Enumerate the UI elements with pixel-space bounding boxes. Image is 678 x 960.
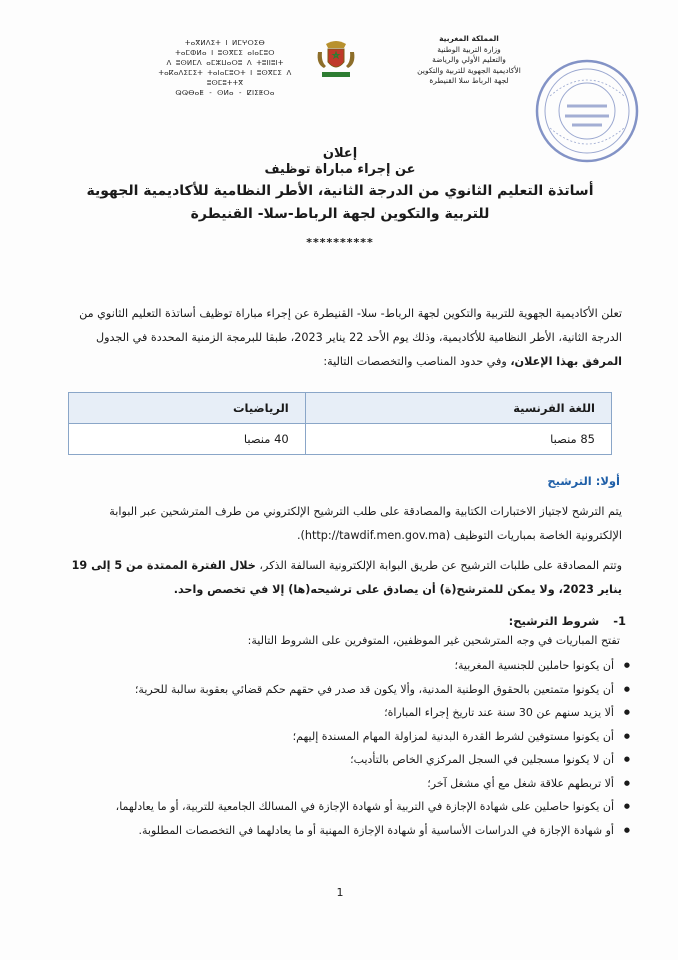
- list-item: ● ألا تربطهم علاقة شغل مع أي مشغل آخر؛: [56, 772, 614, 796]
- validation-bold: خلال الفترة الممتدة من 5 إلى 19 يناير 2023، ولا يمكن للمترشح(ة) أن يصادق على ترشيحه(ها) إلا في تخصص واحد.: [71, 559, 622, 596]
- intro-bold: المرفق بهذا الإعلان،: [510, 355, 622, 368]
- header-line: وزارة التربية الوطنية: [437, 44, 501, 54]
- table-header-row: [69, 393, 612, 424]
- coat-of-arms-icon: [314, 38, 358, 82]
- ministry-header-tifinagh: [150, 38, 300, 98]
- application-paragraph: يتم الترشح لاجتياز الاختبارات الكتابية والمصادقة على طلب الترشيح الإلكتروني من طرف المترشحين عبر البوابة الإلكترونية الخاصة بمباريات التوظيف (http://tawdif.men.gov.ma).: [109, 505, 622, 542]
- section-title: أولا: الترشيح: [547, 474, 620, 488]
- header-line: ⵜⴰⴽⴰⴷⵉⵎⵉⵜ ⵜⴰⵏⴰⵎⵓⵔⵜ ⵏ ⵓⵙⴳⵎⵉ ⴷ ⵓⵙⵎⵓⵜⵜⴳ: [158, 69, 292, 87]
- header-line: ⴷ ⵓⵙⵍⵎⴷ ⴰⵎⵣⵡⴰⵔⵓ ⴷ ⵜⵓⵏⵏⵓⵏⵜ: [166, 59, 284, 67]
- header-line: والتعليم الأولي والرياضة: [432, 55, 506, 64]
- list-item: ● أن يكونوا حاصلين على شهادة الإجازة في التربية أو شهادة الإجازة في المسالك الجامعية للتربية، أو ما يعادلهما،: [56, 795, 614, 819]
- header-line: ⵜⴰⵎⵀⵍⴰ ⵏ ⵓⵙⴳⵎⵉ ⴰⵏⴰⵎⵓⵔ: [175, 49, 275, 57]
- page-number: 1: [336, 886, 344, 899]
- announcement-title-line: أساتذة التعليم الثانوي من الدرجة الثانية، الأطر النظامية للأكاديمية الجهوية: [86, 183, 594, 199]
- validation-text: وتتم المصادقة على طلبات الترشيح عن طريق البوابة الإلكترونية السالفة الذكر،: [255, 559, 622, 572]
- positions-table: [68, 392, 612, 455]
- conditions-intro: تفتح المباريات في وجه المترشحين غير الموظفين، المتوفرين على الشروط التالية:: [247, 634, 620, 647]
- table-cell: 85 منصبا: [305, 424, 611, 455]
- title-separator: **********: [306, 236, 374, 249]
- header-line: الأكاديمية الجهوية للتربية والتكوين: [417, 65, 521, 75]
- announcement-heading: إعلان: [322, 146, 358, 161]
- list-item: ● أن يكونوا حاملين للجنسية المغربية؛: [56, 654, 614, 678]
- table-header-cell: اللغة الفرنسية: [305, 393, 611, 424]
- list-item: ● ألا يزيد سنهم عن 30 سنة عند تاريخ إجراء المباراة؛: [56, 701, 614, 725]
- conditions-title: شروط الترشيح:: [508, 614, 600, 628]
- intro-text: تعلن الأكاديمية الجهوية للتربية والتكوين لجهة الرباط- سلا- القنيطرة عن إجراء مباراة توظيف أساتذة التعليم الثانوي من الدرجة الثانية، الأطر النظامية للأكاديمية، وذلك يوم الأحد 22 يناير 2023، طبقا للبرمجة الزمنية المحددة في الجدول: [79, 307, 622, 344]
- list-item: ● أن يكونوا متمتعين بالحقوق الوطنية المدنية، وألا يكون قد صدر في حقهم حكم قضائي بعقوبة سالبة للحرية؛: [56, 678, 614, 702]
- ministry-header-arabic: [394, 34, 544, 87]
- conditions-number: 1-: [613, 614, 626, 628]
- header-line: ⵜⴰⴳⵍⴷⵉⵜ ⵏ ⵍⵎⵖⵔⵉⴱ: [185, 39, 265, 47]
- announcement-subheading: عن إجراء مباراة توظيف: [264, 162, 416, 177]
- header-line: لجهة الرباط سلا القنيطرة: [429, 76, 509, 85]
- list-item: ● أن يكونوا مستوفين لشرط القدرة البدنية لمزاولة المهام المسندة إليهم؛: [56, 725, 614, 749]
- intro-paragraph: [62, 302, 622, 374]
- announcement-title-line: للتربية والتكوين لجهة الرباط-سلا- القنيطرة: [190, 206, 490, 222]
- header-line: ⵕⵕⴱⴰⵟ - ⵙⵍⴰ - ⵇⵏⵉⵟⵔⴰ: [175, 89, 275, 97]
- table-header-cell: الرياضيات: [69, 393, 306, 424]
- header-line: المملكة المغربية: [439, 34, 499, 43]
- conditions-heading: [440, 614, 626, 628]
- conditions-list: [56, 654, 632, 842]
- table-row: [69, 424, 612, 455]
- list-item: ● أن لا يكونوا مسجلين في السجل المركزي الخاص بالتأديب؛: [56, 748, 614, 772]
- intro-tail: وفي حدود المناصب والتخصصات التالية:: [323, 355, 511, 368]
- list-item: ● أو شهادة الإجازة في الدراسات الأساسية أو شهادة الإجازة المهنية أو ما يعادلهما في التخصصات المطلوبة.: [56, 819, 614, 843]
- table-cell: 40 منصبا: [69, 424, 306, 455]
- validation-paragraph: [62, 554, 622, 602]
